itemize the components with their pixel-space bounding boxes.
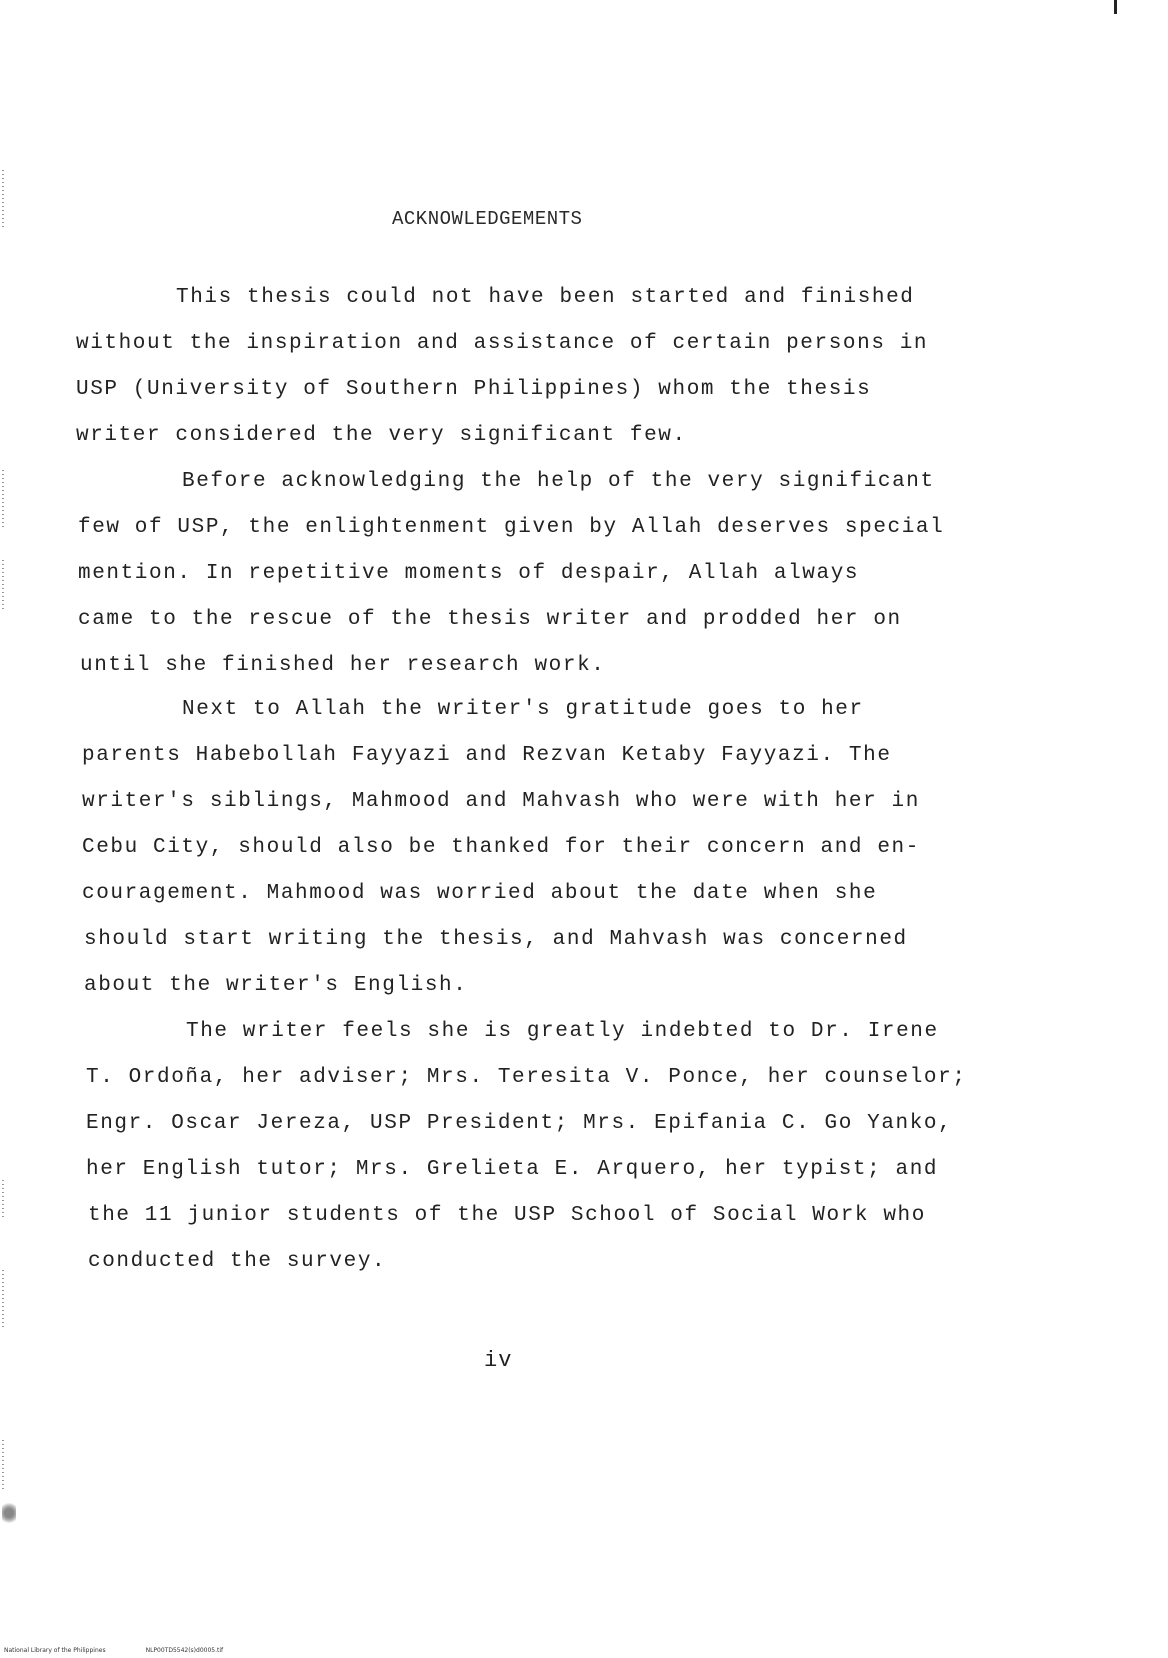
body-line: writer considered the very significant few. (76, 424, 687, 447)
body-line: the 11 junior students of the USP School of Social Work who (88, 1204, 926, 1227)
body-line: came to the rescue of the thesis writer and prodded her on (78, 608, 902, 631)
body-line: conducted the survey. (88, 1250, 387, 1273)
page-title: ACKNOWLEDGEMENTS (392, 208, 583, 230)
body-line: should start writing the thesis, and Mahvash was concerned (84, 928, 908, 951)
scan-noise (2, 1180, 4, 1220)
body-line: until she finished her research work. (80, 654, 606, 677)
body-line: This thesis could not have been started and finished (176, 286, 915, 309)
body-line: few of USP, the enlightenment given by Allah deserves special (78, 516, 945, 539)
body-line: about the writer's English. (84, 974, 468, 997)
page-number: iv (484, 1348, 513, 1373)
scan-footer (4, 1647, 223, 1654)
body-line: USP (University of Southern Philippines) whom the thesis (76, 378, 872, 401)
scan-noise (2, 1440, 4, 1490)
body-line: parents Habebollah Fayyazi and Rezvan Ketaby Fayyazi. The (82, 744, 892, 767)
body-line: Engr. Oscar Jereza, USP President; Mrs. Epifania C. Go Yanko, (86, 1112, 953, 1135)
body-line: couragement. Mahmood was worried about the date when she (82, 882, 878, 905)
body-line: The writer feels she is greatly indebted to Dr. Irene (186, 1020, 939, 1043)
body-line: without the inspiration and assistance of certain persons in (76, 332, 929, 355)
scan-mark (1114, 0, 1117, 14)
scan-noise (2, 560, 4, 610)
body-line: her English tutor; Mrs. Grelieta E. Arquero, her typist; and (86, 1158, 939, 1181)
body-line: Before acknowledging the help of the very significant (182, 470, 935, 493)
scan-noise (2, 1270, 4, 1330)
footer-library: National Library of the Philippines (4, 1647, 106, 1654)
body-line: Next to Allah the writer's gratitude goes to her (182, 698, 864, 721)
footer-file: NLP00TD5542(s)d0005.tif (145, 1647, 224, 1654)
scan-noise (2, 470, 4, 530)
scan-noise (2, 1500, 16, 1526)
body-line: mention. In repetitive moments of despair, Allah always (78, 562, 860, 585)
body-line: Cebu City, should also be thanked for their concern and en- (82, 836, 920, 859)
scan-noise (2, 170, 4, 230)
body-line: T. Ordoña, her adviser; Mrs. Teresita V. Ponce, her counselor; (86, 1066, 967, 1089)
body-line: writer's siblings, Mahmood and Mahvash who were with her in (82, 790, 920, 813)
